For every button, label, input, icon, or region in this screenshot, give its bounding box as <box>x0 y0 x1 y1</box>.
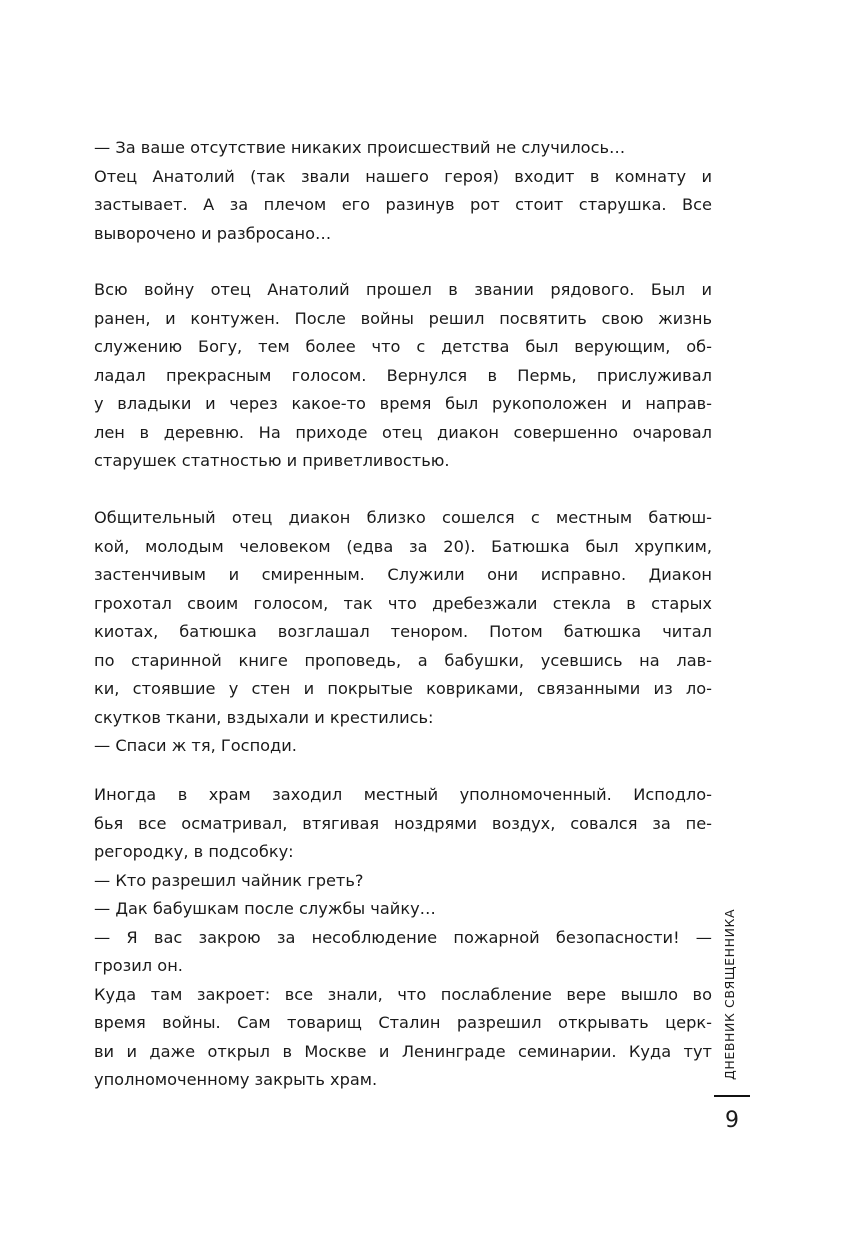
page-number-rule <box>714 1095 750 1097</box>
text-line: скутков ткани, вздыхали и крестились: <box>94 707 434 727</box>
text-line: ки, стоявшие у стен и покрытые ковриками, связанными из ло- <box>94 679 712 698</box>
text-line: застенчивым и смиренным. Служили они исправно. Диакон <box>94 565 712 584</box>
text-line: Иногда в храм заходил местный уполномоченный. Исподло- <box>94 785 712 804</box>
text-line: — Кто разрешил чайник греть? <box>94 870 364 890</box>
text-line: — Я вас закрою за несоблюдение пожарной безопасности! — <box>94 927 712 947</box>
text-line: Всю войну отец Анатолий прошел в звании рядового. Был и <box>94 280 712 299</box>
text-line: Отец Анатолий (так звали нашего героя) входит в комнату и <box>94 166 712 186</box>
paragraph <box>94 781 712 1095</box>
paragraph <box>94 276 712 476</box>
text-line: служению Богу, тем более что с детства был верующим, об- <box>94 337 712 356</box>
text-line: Общительный отец диакон близко сошелся с местным батюш- <box>94 508 712 527</box>
text-line: — За ваше отсутствие никаких происшествий не случилось… <box>94 138 626 157</box>
text-line: у владыки и через какое-то время был рукоположен и направ- <box>94 394 712 413</box>
text-line: киотах, батюшка возглашал тенором. Потом батюшка читал <box>94 622 712 641</box>
paragraph <box>94 504 712 761</box>
text-line: грозил он. <box>94 956 183 975</box>
text-line: время войны. Сам товарищ Сталин разрешил открывать церк- <box>94 1013 712 1032</box>
text-line: Куда там закроет: все знали, что послабление вере вышло во <box>94 984 712 1004</box>
text-line: по старинной книге проповедь, а бабушки, усевшись на лав- <box>94 650 712 670</box>
text-line: лен в деревню. На приходе отец диакон совершенно очаровал <box>94 422 712 442</box>
text-line: ладал прекрасным голосом. Вернулся в Пермь, прислуживал <box>94 365 712 385</box>
text-line: регородку, в подсобку: <box>94 842 294 861</box>
text-line: ви и даже открыл в Москве и Ленинграде семинарии. Куда тут <box>94 1041 712 1061</box>
text-line: — Спаси ж тя, Господи. <box>94 736 297 755</box>
text-line: бья все осматривал, втягивая ноздрями воздух, совался за пе- <box>94 813 712 833</box>
page-number: 9 <box>725 1108 739 1133</box>
text-line: ранен, и контужен. После войны решил посвятить свою жизнь <box>94 308 712 328</box>
running-header: ДНЕВНИК СВЯЩЕННИКА <box>722 908 737 1080</box>
text-line: грохотал своим голосом, так что дребезжали стекла в старых <box>94 593 712 613</box>
paragraph <box>94 134 712 248</box>
text-line: выворочено и разбросано… <box>94 223 332 243</box>
text-line: старушек статностью и приветливостью. <box>94 451 450 470</box>
text-line: — Дак бабушкам после службы чайку… <box>94 899 436 918</box>
text-line: уполномоченному закрыть храм. <box>94 1070 378 1089</box>
text-line: застывает. А за плечом его разинув рот стоит старушка. Все <box>94 195 712 214</box>
text-line: кой, молодым человеком (едва за 20). Батюшка был хрупким, <box>94 536 712 556</box>
